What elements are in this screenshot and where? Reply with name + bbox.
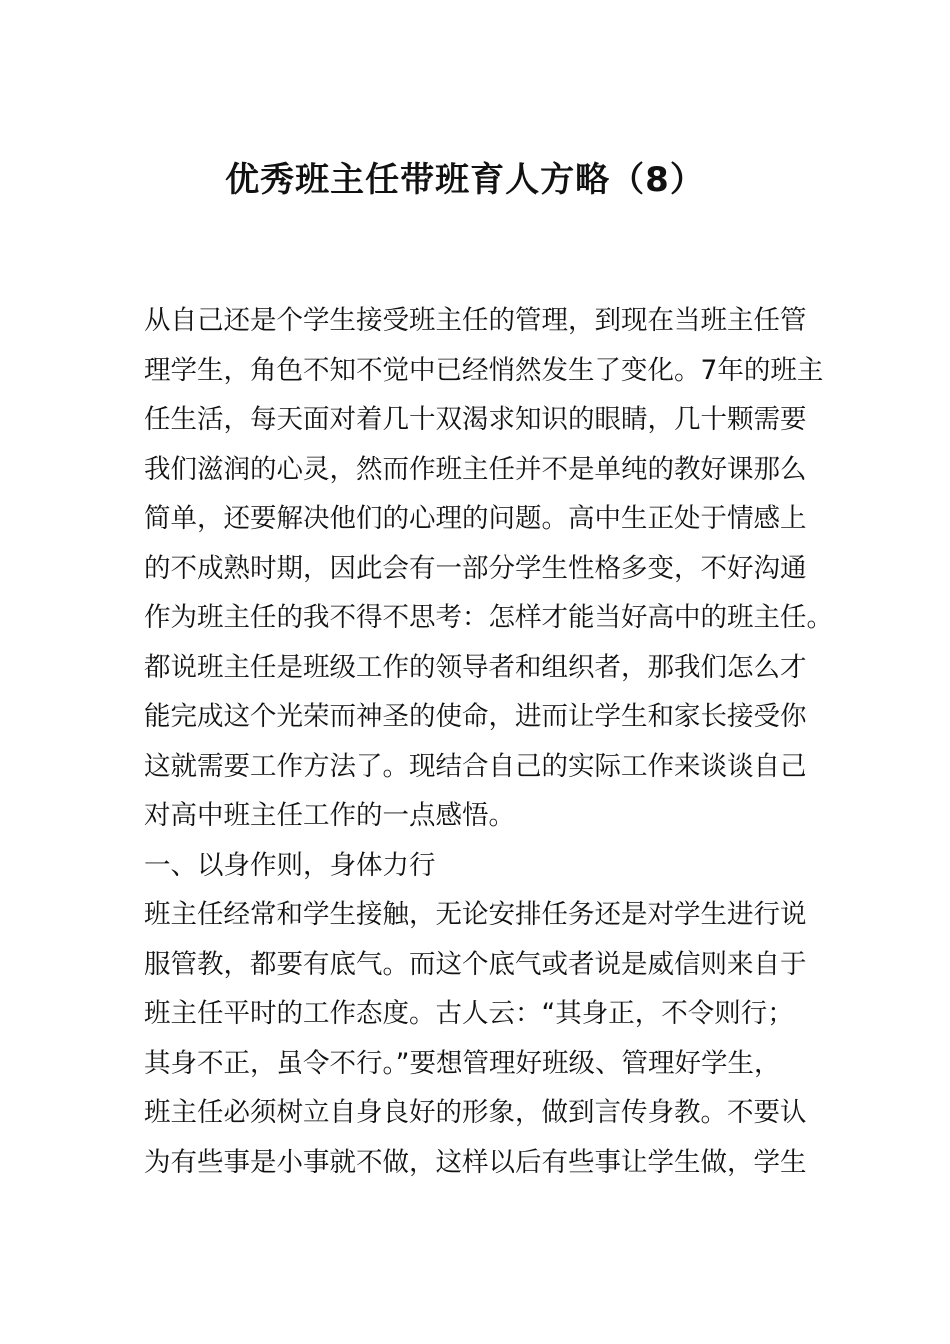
section-heading: 一、以身作则，身体力行 xyxy=(144,849,436,881)
body-line: 理学生，角色不知不觉中已经悄然发生了变化。7年的班主 xyxy=(144,354,824,386)
body-line: 为有些事是小事就不做，这样以后有些事让学生做，学生 xyxy=(144,1146,807,1178)
document-body xyxy=(144,296,833,1187)
body-line: 简单，还要解决他们的心理的问题。高中生正处于情感上 xyxy=(144,503,807,534)
body-line: 能完成这个光荣而神圣的使命，进而让学生和家长接受你 xyxy=(144,701,807,732)
body-line: 班主任平时的工作态度。古人云：“其身正，不令则行； xyxy=(144,998,794,1029)
document-title: 优秀班主任带班育人方略（8） xyxy=(225,160,705,200)
body-line: 的不成熟时期，因此会有一部分学生性格多变，不好沟通 xyxy=(144,552,807,584)
body-line: 服管教，都要有底气。而这个底气或者说是威信则来自于 xyxy=(144,948,807,980)
body-line: 班主任必须树立自身良好的形象，做到言传身教。不要认 xyxy=(144,1097,807,1128)
body-line: 作为班主任的我不得不思考：怎样才能当好高中的班主任。 xyxy=(144,602,833,633)
body-line: 任生活，每天面对着几十双渴求知识的眼睛，几十颗需要 xyxy=(144,404,807,435)
body-line: 从自己还是个学生接受班主任的管理，到现在当班主任管 xyxy=(144,305,807,336)
body-line: 班主任经常和学生接触，无论安排任务还是对学生进行说 xyxy=(144,899,807,930)
body-line: 都说班主任是班级工作的领导者和组织者，那我们怎么才 xyxy=(144,651,807,683)
body-line: 对高中班主任工作的一点感悟。 xyxy=(144,800,515,831)
body-line: 这就需要工作方法了。现结合自己的实际工作来谈谈自己 xyxy=(144,750,807,782)
body-line: 其身不正，虽令不行。”要想管理好班级、管理好学生， xyxy=(144,1047,781,1079)
body-line: 我们滋润的心灵，然而作班主任并不是单纯的教好课那么 xyxy=(144,453,807,485)
